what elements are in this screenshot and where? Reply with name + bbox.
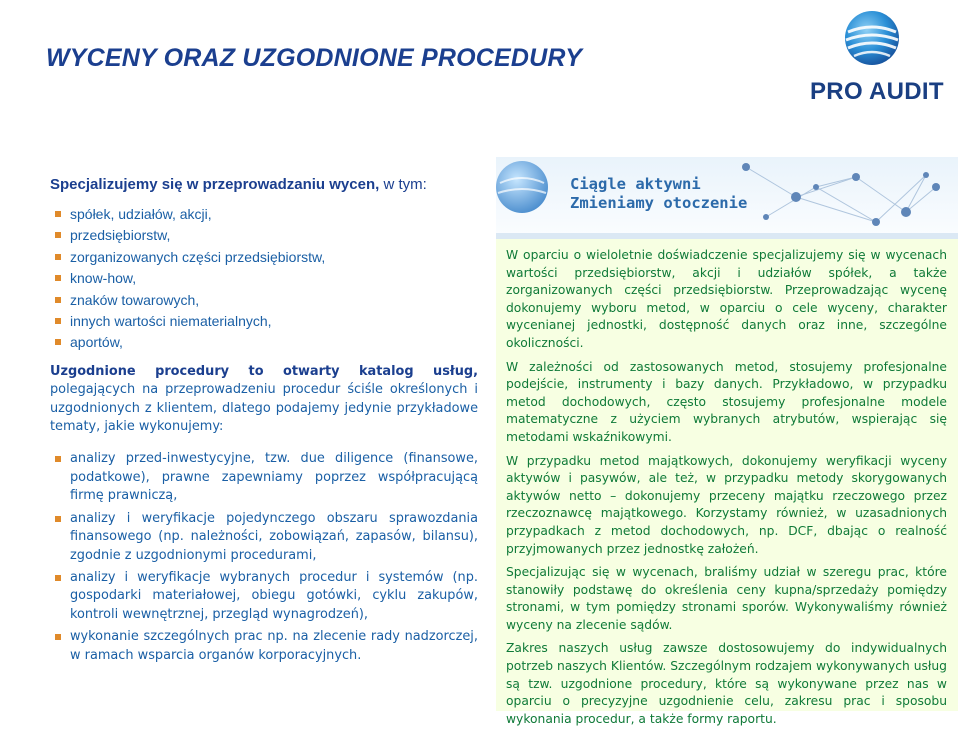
list-item: innych wartości niematerialnych, [50,311,478,332]
procedures-list [50,450,478,664]
bullet-square-icon [55,232,61,238]
bullet-square-icon [55,254,61,260]
page-title: WYCENY ORAZ UZGODNIONE PROCEDURY [46,44,583,72]
bullet-square-icon [55,275,61,281]
logo-wordmark: PRO AUDIT [810,78,944,105]
panel-paragraph: Specjalizując się w wycenach, braliśmy udział w szeregu prac, które stanowiły podstawę do określenia ceny kupna/sprzedaży pomiędzy stronami, w tym pomiędzy stronami sporów. Wykonywaliśmy również wyceny na zlecenie sądów. [506,565,947,632]
bullet-square-icon [55,516,61,522]
list-item: analizy przed-inwestycyjne, tzw. due diligence (finansowe, podatkowe), prawne zapewniamy poprzez współpracującą firmę prawniczą, [50,450,478,505]
panel-paragraph: W przypadku metod majątkowych, dokonujemy weryfikacji wyceny aktywów i pasywów, ale też, w przypadku metody skorygowanych aktywów netto – dokonujemy przeceny majątku rzeczowego przez rzeczoznawcę majątkowego. Korzystamy również, w uzasadnionych przypadkach z metod dochodowych, np. DCF, dbając o realność przyjmowanych przez jednostkę założeń. [506,453,947,556]
panel-paragraph: Zakres naszych usług zawsze dostosowujemy do indywidualnych potrzeb naszych Klientów. Szczególnym rodzajem wykonywanych usług są tzw. uzgodnione procedury, które są wykonywane przez nas w oparciu o precyzyjne uzgodnienie celu, zakresu prac i sposobu wykonania procedur, a także formy raportu. [506,641,947,726]
bullet-square-icon [55,456,61,462]
bullet-square-icon [55,318,61,324]
bullet-square-icon [55,339,61,345]
banner-caption: Ciągle aktywni Zmieniamy otoczenie [570,175,748,212]
bullet-square-icon [55,297,61,303]
bullet-square-icon [55,211,61,217]
panel-text [506,247,947,734]
bullet-square-icon [55,634,61,640]
banner-image [496,157,958,239]
list-item: zorganizowanych części przedsiębiorstw, [50,247,478,268]
panel-paragraph: W oparciu o wieloletnie doświadczenie specjalizujemy się w wycenach wartości przedsiębiorstw, akcji i udziałów spółek, a także zorganizowanych części przedsiębiorstw. Przeprowadzając wycenę dokonujemy wyboru metod, w oparciu o cele wyceny, charakter wycenianej jednostki, dostępność danych oraz inne, szczególne okoliczności. [506,248,947,350]
list-item: aportów, [50,332,478,353]
bullet-square-icon [55,575,61,581]
list-item: wykonanie szczególnych prac np. na zlecenie rady nadzorczej, w ramach wsparcia organów korporacyjnych. [50,628,478,665]
list-item: analizy i weryfikacje pojedynczego obszaru sprawozdania finansowego (np. należności, zobowiązań, zapasów, bilansu), zgodnie z uzgodnionymi procedurami, [50,510,478,565]
list-item: analizy i weryfikacje wybranych procedur i systemów (np. gospodarki materiałowej, obiegu gotówki, cyklu zakupów, kontroli wewnętrznej, przegląd wynagrodzeń), [50,569,478,624]
valuation-list [50,204,478,354]
panel-paragraph: W zależności od zastosowanych metod, stosujemy profesjonalne podejście, instrumenty i bazy danych. Przykładowo, w przypadku metod dochodowych, często stosujemy profesjonalne modele matematyczne z użyciem wybranych atrybutów, wspierając się metodami wskaźnikowymi. [506,359,947,444]
globe-logo-icon [842,8,902,68]
info-panel [496,157,958,726]
procedures-paragraph: Uzgodnione procedury to otwarty katalog usług, polegających na przeprowadzeniu procedur ściśle określonych i uzgodnionych z klientem, dlatego podajemy jedynie przykładowe tematy, jakie wykonujemy: [50,363,478,435]
list-item: znaków towarowych, [50,290,478,311]
list-item: know-how, [50,268,478,289]
intro-heading: Specjalizujemy się w przeprowadzaniu wycen, w tym: [50,176,427,193]
list-item: przedsiębiorstw, [50,225,478,246]
left-column [50,176,478,669]
list-item: spółek, udziałów, akcji, [50,204,478,225]
pro-audit-logo [808,8,944,105]
